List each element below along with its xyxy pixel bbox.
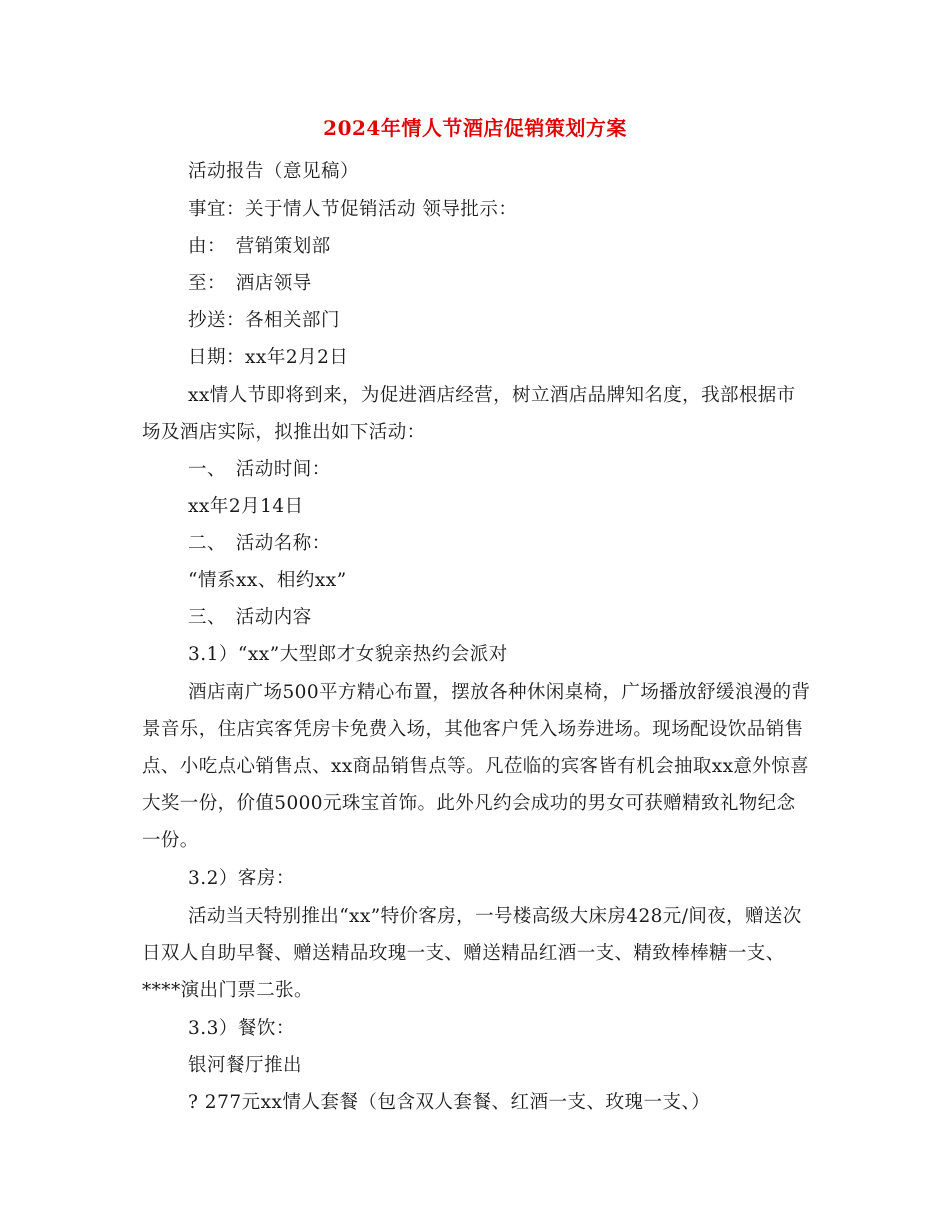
subject-line: 事宜：关于情人节促销活动 bbox=[188, 199, 417, 220]
item32-body: 活动当天特别推出“xx”特价客房，一号楼高级大床房428元/间夜，赠送次日双人自助早餐、赠送精品玫瑰一支、赠送精品红酒一支、精致棒棒糖一支、****演出门票二张。 bbox=[142, 906, 802, 1001]
item32-heading: 3.2）客房： bbox=[188, 868, 295, 889]
report-label: 活动报告（意见稿） bbox=[188, 161, 360, 182]
section2-heading: 二、 活动名称： bbox=[188, 533, 331, 554]
date-line: 日期：xx年2月2日 bbox=[188, 347, 349, 368]
intro-paragraph: xx情人节即将到来，为促进酒店经营，树立酒店品牌知名度，我部根据市场及酒店实际，拟推出如下活动： bbox=[142, 385, 796, 443]
item31-body: 酒店南广场500平方精心布置，摆放各种休闲桌椅，广场播放舒缓浪漫的背景音乐，住店宾客凭房卡免费入场，其他客户凭入场券进场。现场配设饮品销售点、小吃点心销售点、xx商品销售点等。凡莅临的宾客皆有机会抽取xx意外惊喜大奖一份，价值5000元珠宝首饰。此外凡约会成功的男女可获赠精致礼物纪念一份。 bbox=[142, 682, 811, 851]
to-line: 至： 酒店领导 bbox=[188, 273, 312, 294]
section1-heading: 一、 活动时间： bbox=[188, 459, 331, 480]
item33-line1: 银河餐厅推出 bbox=[188, 1055, 303, 1076]
item33-heading: 3.3）餐饮： bbox=[188, 1018, 295, 1039]
section3-heading: 三、 活动内容 bbox=[188, 607, 312, 628]
cc-line: 抄送：各相关部门 bbox=[188, 310, 341, 331]
section2-value: “情系xx、相约xx” bbox=[188, 570, 347, 591]
document-title: 2024年情人节酒店促销策划方案 bbox=[323, 116, 627, 140]
item31-heading: 3.1）“xx”大型郎才女貌亲热约会派对 bbox=[188, 644, 508, 665]
section1-value: xx年2月14日 bbox=[188, 496, 304, 517]
from-line: 由： 营销策划部 bbox=[188, 236, 331, 257]
approval-label: 领导批示： bbox=[422, 199, 518, 220]
item33-line2: ? 277元xx情人套餐（包含双人套餐、红酒一支、玫瑰一支、） bbox=[188, 1092, 711, 1113]
subject-row bbox=[188, 199, 517, 221]
